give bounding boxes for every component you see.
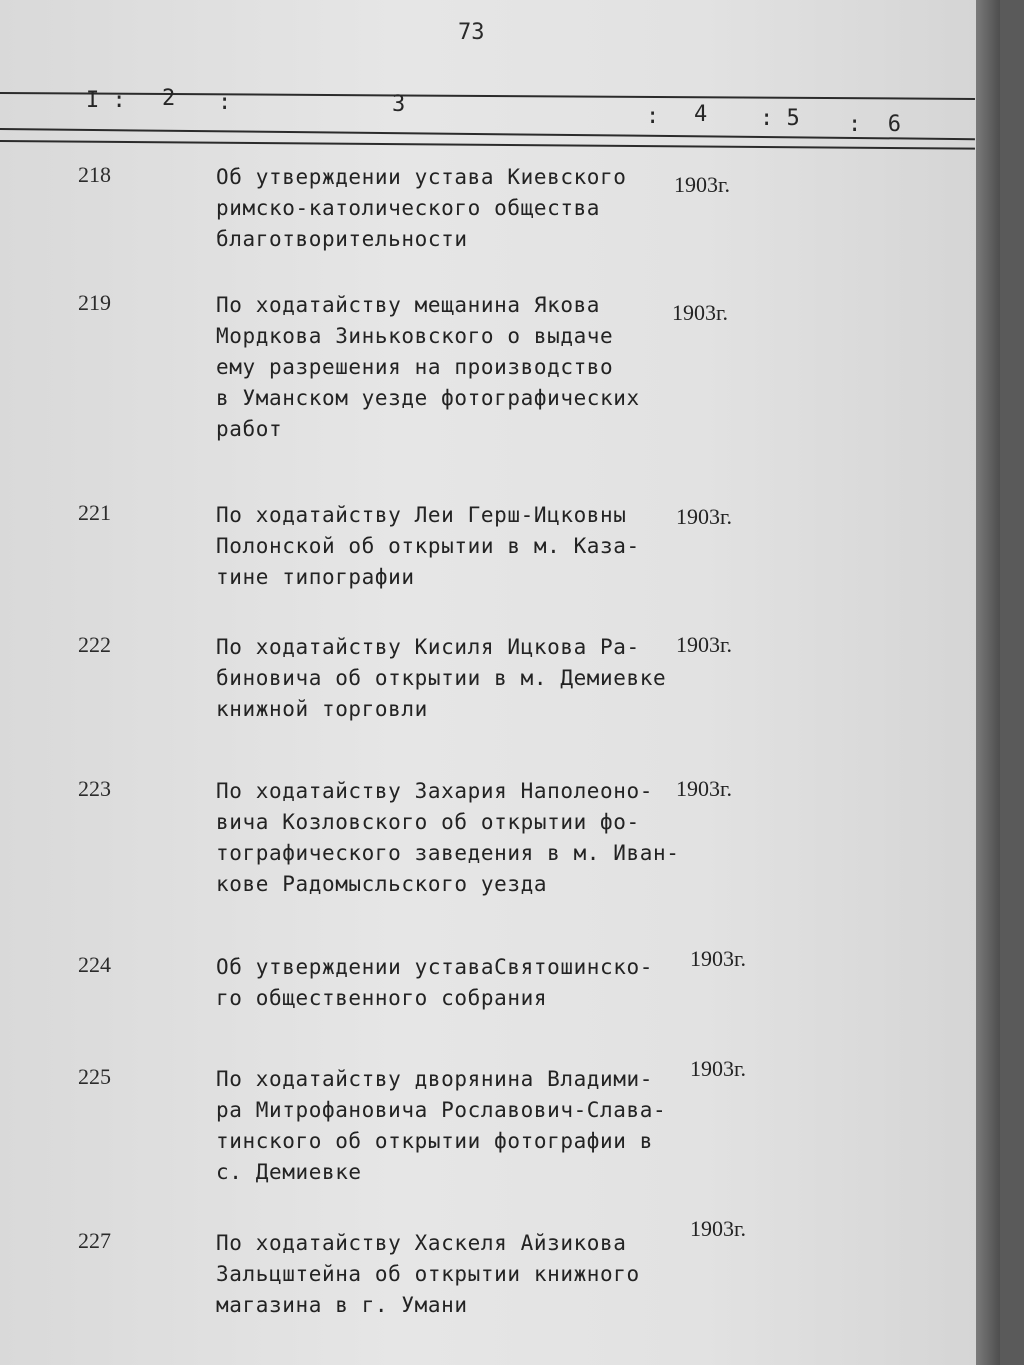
record-line: Зальцштейна об открытии книжного (216, 1262, 640, 1286)
column-header-separator: : (646, 104, 660, 129)
record-description (216, 952, 686, 1014)
record-year: 1903г. (672, 300, 729, 325)
record-year: 1903г. (690, 1056, 747, 1081)
record-year: 1903г. (676, 776, 733, 801)
record-number: 221 (78, 500, 111, 525)
record-year: 1903г. (674, 172, 731, 197)
column-header-1: I : (86, 88, 126, 113)
record-line: Об утверждении уставаСвятошинско- (216, 955, 654, 979)
column-header-2: 2 (162, 86, 176, 111)
record-line: По ходатайству Захария Наполеоно- (216, 779, 654, 803)
record-number: 223 (78, 776, 111, 801)
record-line: ра Митрофановича Рославович-Слава- (216, 1098, 667, 1122)
record-number: 218 (78, 162, 111, 187)
record-line: Об утверждении устава Киевского (216, 165, 627, 189)
record-line: магазина в г. Умани (216, 1293, 468, 1317)
header-top-rule (0, 92, 975, 100)
record-description (216, 632, 686, 725)
record-description (216, 1228, 686, 1321)
column-header-5: : 5 (760, 106, 800, 131)
record-description (216, 500, 686, 593)
record-description (216, 290, 686, 445)
record-line: в Уманском уезде фотографических (216, 386, 640, 410)
record-number: 222 (78, 632, 111, 657)
record-line: По ходатайству мещанина Якова (216, 293, 601, 317)
header-middle-rule (0, 128, 975, 140)
page-edge-shadow (976, 0, 1000, 1365)
record-line: По ходатайству Леи Герш-Ицковны (216, 503, 627, 527)
record-line: работ (216, 417, 283, 441)
record-year: 1903г. (690, 1216, 747, 1241)
record-number: 225 (78, 1064, 111, 1089)
record-line: книжной торговли (216, 697, 428, 721)
record-line: тинского об открытии фотографии в (216, 1129, 654, 1153)
record-line: Мордкова Зиньковского о выдаче (216, 324, 614, 348)
record-year: 1903г. (676, 504, 733, 529)
record-number: 219 (78, 290, 111, 315)
record-line: По ходатайству Хаскеля Айзикова (216, 1231, 627, 1255)
column-header-4: 4 (694, 102, 708, 127)
record-line: По ходатайству Кисиля Ицкова Ра- (216, 635, 640, 659)
record-description (216, 1064, 686, 1188)
record-line: тине типографии (216, 565, 415, 589)
record-year: 1903г. (676, 632, 733, 657)
record-line: тографического заведения в м. Иван- (216, 841, 680, 865)
page-number: 73 (458, 20, 485, 45)
record-line: биновича об открытии в м. Демиевке (216, 666, 667, 690)
record-line: кове Радомысльского уезда (216, 872, 548, 896)
record-line: Полонской об открытии в м. Каза- (216, 534, 640, 558)
record-line: го общественного собрания (216, 986, 548, 1010)
header-bottom-rule (0, 140, 975, 150)
record-number: 227 (78, 1228, 111, 1253)
record-line: с. Демиевке (216, 1160, 362, 1184)
column-header-3: 3 (392, 92, 406, 117)
record-description (216, 162, 686, 255)
record-line: ему разрешения на производство (216, 355, 614, 379)
column-header-6: : 6 (848, 112, 901, 137)
record-line: вича Козловского об открытии фо- (216, 810, 640, 834)
record-year: 1903г. (690, 946, 747, 971)
record-line: римско-католического общества (216, 196, 601, 220)
record-line: благотворительности (216, 227, 468, 251)
column-header-separator: : (218, 90, 232, 115)
record-line: По ходатайству дворянина Владими- (216, 1067, 654, 1091)
record-number: 224 (78, 952, 111, 977)
record-description (216, 776, 686, 900)
